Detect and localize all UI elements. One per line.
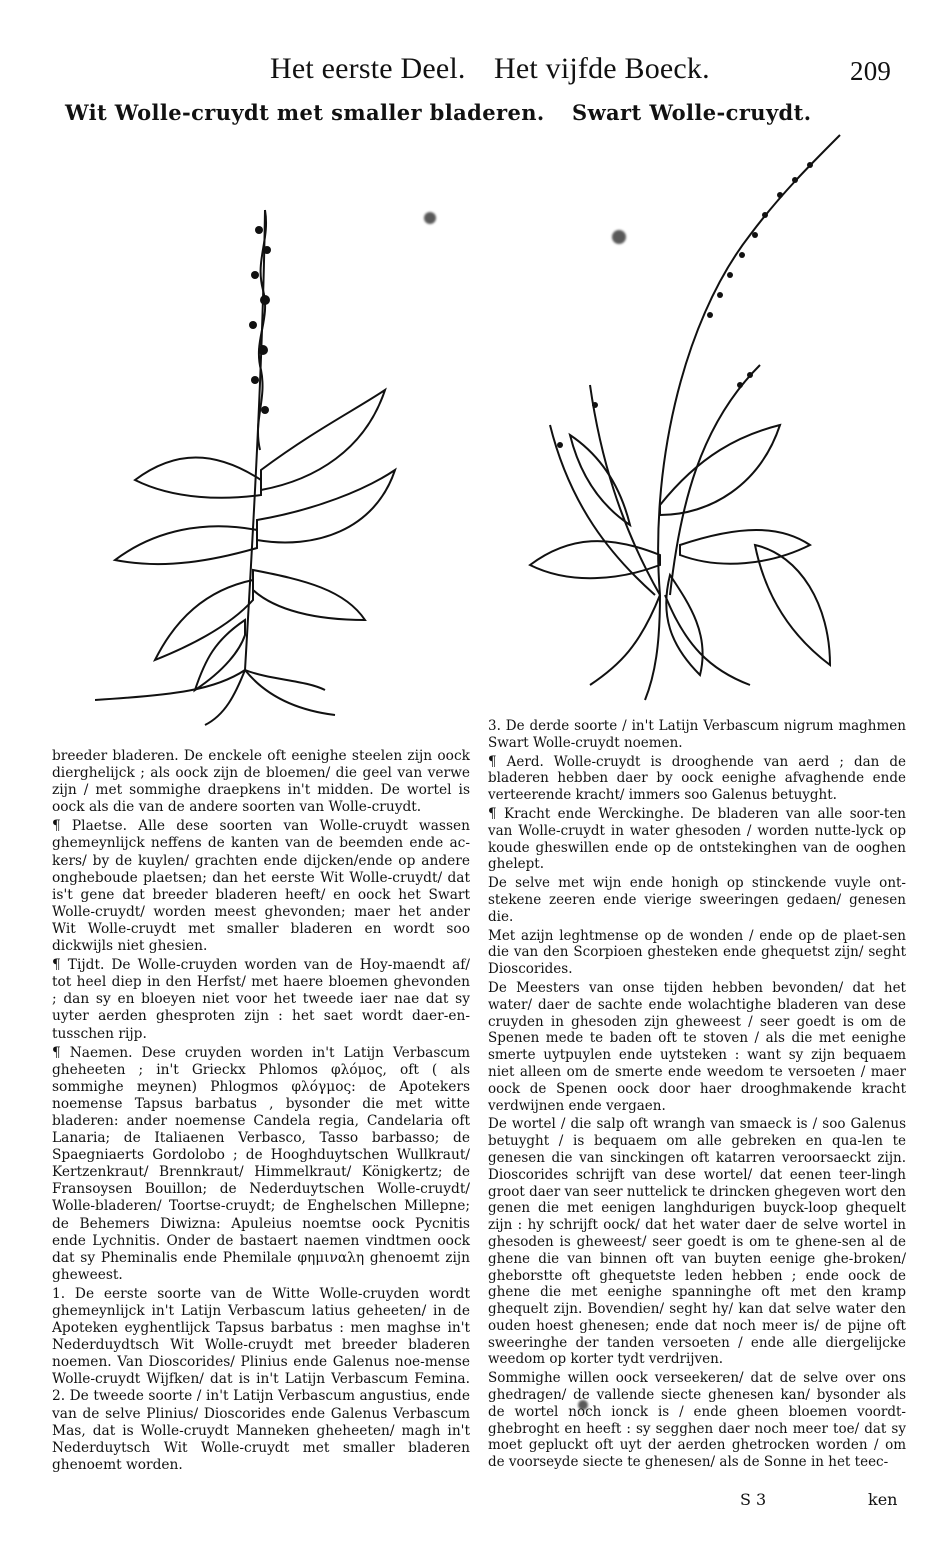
figure-caption-right: Swart Wolle-cruydt.: [572, 100, 812, 125]
ink-spot: [424, 212, 436, 224]
paragraph: De Meesters van onse tijden hebben bevonden/ dat het water/ daer de sachte ende wolachtighe bladeren van dese cruyden in ghesoden zijn gheweest / seer goedt is om de Spenen mede te baden oft te stoven / als die met eenighe smerte uytpuylen ende uytsteken : want sy zijn bequaem niet alleen om de smerte ende weedom te versoeten / maer oock de Spenen oock door haer drooghmakende kracht verdwijnen ende vergaen.: [488, 979, 906, 1114]
running-header-center: Het vijfde Boeck.: [494, 52, 710, 85]
paragraph: 3. De derde soorte / in't Latijn Verbascum nigrum maghmen Swart Wolle-cruydt noemen.: [488, 718, 906, 751]
paragraph: ¶ Naemen. Dese cruyden worden in't Latijn Verbascum gheheeten ; in't Grieckx Phlomos φλόμος, oft ( als sommighe meynen) Phlogmos φλόγμος: de Apotekers noemense Tapsus barbatus , bysonder die met witte bladeren: ander noemense Candela regia, Candelaria oft Lanaria; de Italiaenen Verbasco, Tasso barbasso; de Spaegniaerts Gordolobo ; de Hooghduytschen Wullkraut/ Kertzenkraut/ Brennkraut/ Himmelkraut/ Königkertz; de Fransoysen Bouillon; de Nederduytschen Wolle-cruydt/ Wolle-bladeren/ Toortse-cruydt; de Enghelschen Millepne; de Behemers Diwizna: Apuleius noemtse oock Pycnitis ende Lychnitis. Onder de bastaert naemen vindtmen oock dat sy Pheminalis ende Phemilale φημιναλη ghenoemt zijn gheweest.: [52, 1044, 470, 1283]
catchword: ken: [868, 1490, 898, 1509]
ink-spot: [612, 230, 626, 244]
paragraph: ¶ Plaetse. Alle dese soorten van Wolle-cruydt wassen ghemeynlijck neffens de kanten van de beemden ende ac-kers/ by de kuylen/ grachten ende dijcken/ende op andere ongheboude plaetsen; dan het eerste Wit Wolle-cruydt/ dat is't gene dat breeder bladeren heeft/ en oock het Swart Wolle-cruydt/ worden meest ghevonden; maer het ander Wit Wolle-cruydt met smaller bladeren en wordt soo dickwijls niet ghesien.: [52, 818, 470, 955]
mullein-narrow-leaf-illustration: [95, 150, 435, 730]
paragraph: 1. De eerste soorte van de Witte Wolle-cruyden wordt ghemeynlijck in't Latijn Verbascum latius geheeten/ in de Apoteken eyghentlijck Tapsus barbatus : men maghse in't Nederduydtsch Wit Wolle-cruydt met breeder bladeren noemen. Van Dioscorides/ Plinius ende Galenus noe-mense Wolle-cruydt Wijfken/ dat is in't Latijn Verbascum Femina. 2. De tweede soorte / in't Latijn Verbascum angustius, ende van de selve Plinius/ Dioscorides ende Galenus Verbascum Mas, dat is Wolle-cruydt Manneken gheheeten/ magh in't Nederduytsch Wit Wolle-cruydt met smaller bladeren ghenoemt worden.: [52, 1285, 470, 1473]
running-header-left: Het eerste Deel.: [270, 52, 466, 85]
signature-mark: S 3: [740, 1490, 767, 1509]
text-column-right: [488, 718, 906, 1473]
page-number: 209: [850, 56, 892, 86]
paragraph: De selve met wijn ende honigh op stinckende vuyle ont-stekene zeeren ende vierige sweeringen gedaen/ genesen die.: [488, 875, 906, 925]
paragraph: ¶ Aerd. Wolle-cruydt is drooghende van aerd ; dan de bladeren hebben daer by oock eenighe afvaghende ende verteerende kracht/ immers soo Galenus betuyght.: [488, 753, 906, 804]
paragraph: De wortel / die salp oft wrangh van smaeck is / soo Galenus betuyght / is bequaem om alle gebreken en qua-len te genesen die van sinckingen oft katarren veroorsaeckt zijn. Dioscorides schrijft van dese wortel/ dat eenen teer-lingh groot daer van seer nuttelick te drincken ghegeven wort den genen die met eenigen langhdurigen buyck-loop ghequelt zijn : hy schrijft oock/ dat het water daer de selve wortel in ghesoden is gheweest/ seer goedt is om te ghene-sen al de ghene die van binnen oft van buyten eenige ghe-broken/ gheborstte oft ghequetste leden hebben ; ende oock de ghene die met eenighe spanninghe oft met den kramp ghequelt zijn. Bovendien/ seght hy/ kan dat selve water den ouden hoest ghenesen; ende dat noch meer is/ de pijne oft sweeringhe der tanden versoeten / ende alle diergelijcke weedom op korter tydt verdrijven.: [488, 1116, 906, 1368]
paragraph: Sommighe willen oock verseekeren/ dat de selve over ons ghedragen/ de vallende siecte ghenesen kan/ bysonder als de wortel noch ionck is / ende gheen bloemen voordt-ghebroght en heeft : sy segghen daer noch meer toe/ dat sy moet gepluckt oft uyt der aerden ghetrocken worden / om de voorseyde siecte te ghenesen/ als de Sonne in het teec-: [488, 1370, 906, 1471]
text-column-left: [52, 748, 470, 1476]
paragraph: breeder bladeren. De enckele oft eenighe steelen zijn oock dierghelijck ; als oock zijn de bloemen/ die geel van verwe zijn / met sommighe draepkens in't midden. De wortel is oock als die van de andere soorten van Wolle-cruydt.: [52, 748, 470, 816]
paragraph: Met azijn leghtmense op de wonden / ende op de plaet-sen die van den Scorpioen ghesteken ende ghequetst zijn/ seght Dioscorides.: [488, 927, 906, 978]
black-mullein-illustration: [510, 125, 870, 705]
paragraph: ¶ Kracht ende Werckinghe. De bladeren van alle soor-ten van Wolle-cruydt in water ghesoden / worden nutte-lyck op koude gheswillen ende op de ontstekinghen van de ooghen ghelept.: [488, 805, 906, 873]
paragraph: ¶ Tijdt. De Wolle-cruyden worden van de Hoy-maendt af/ tot heel diep in den Herfst/ met haere bloemen ghevonden ; dan sy en bloeyen niet voor het tweede iaer nae dat sy uyter aerden ghesproten zijn : het saet wordt daer-en-tusschen rijp.: [52, 957, 470, 1042]
figure-caption-left: Wit Wolle-cruydt met smaller bladeren.: [65, 100, 545, 125]
